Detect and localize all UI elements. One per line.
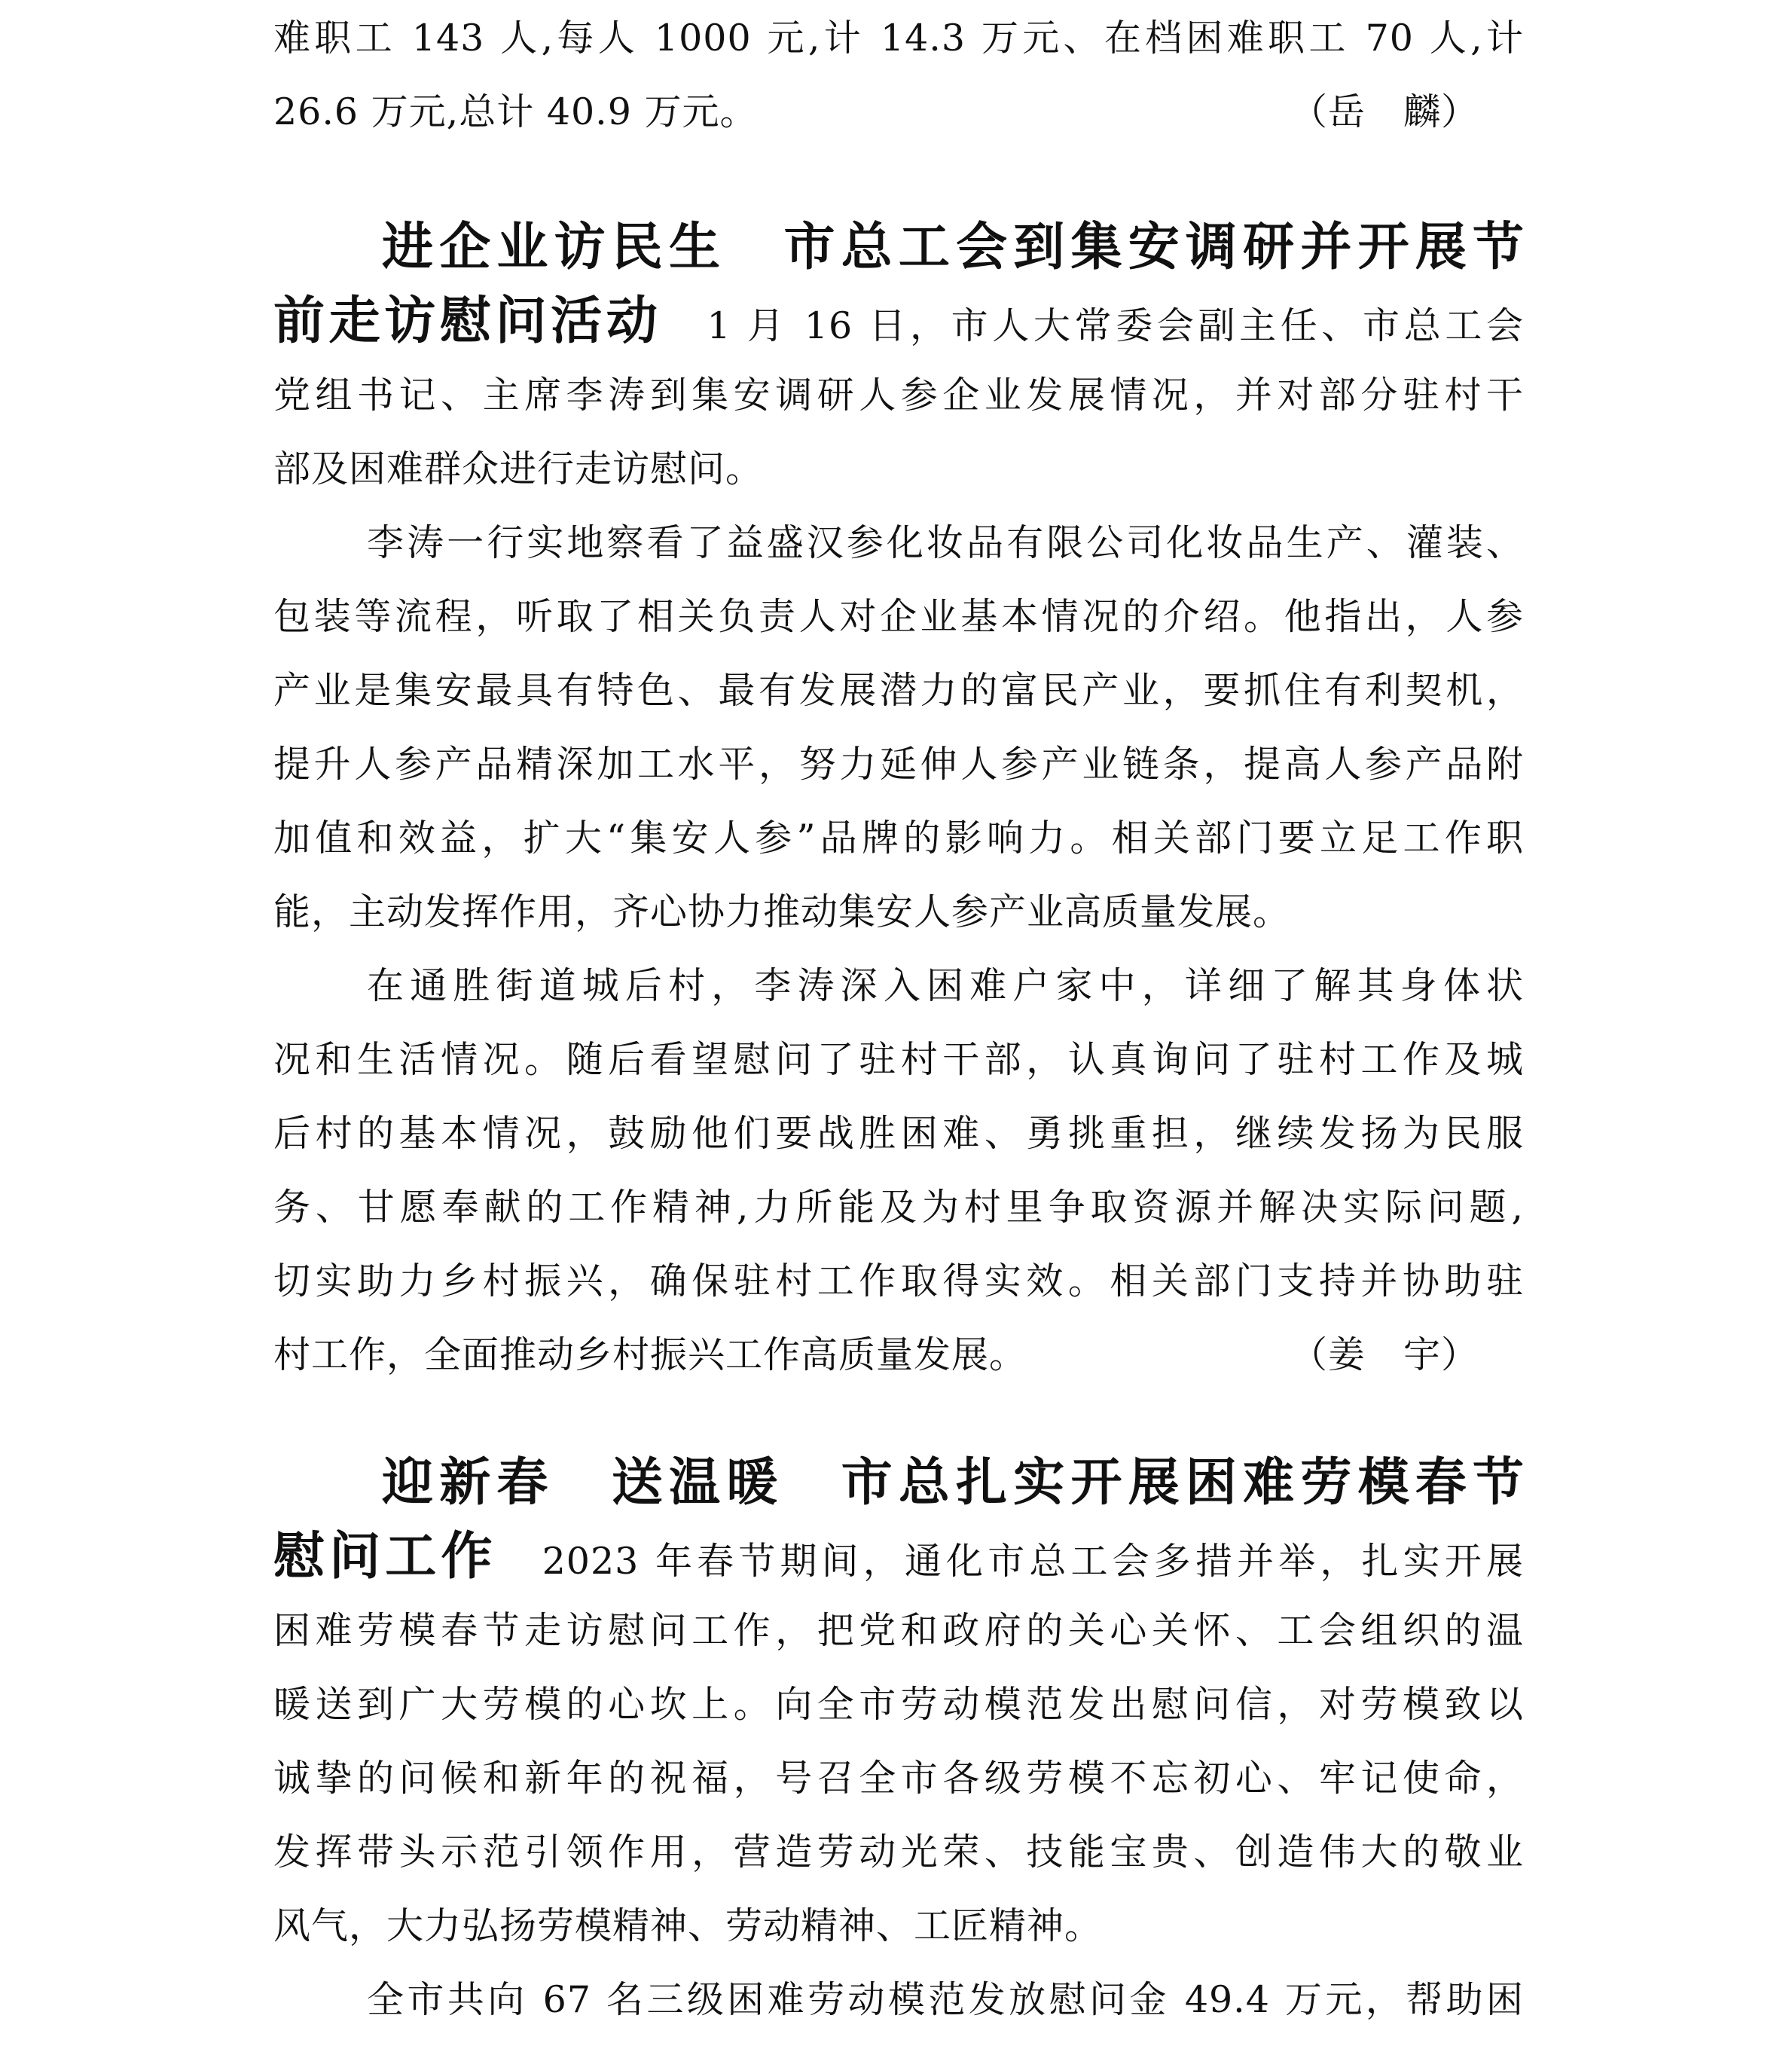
paragraph-line: 况和生活情况。随后看望慰问了驻村干部，认真询问了驻村工作及城 xyxy=(273,1038,1524,1081)
paragraph-line: 包装等流程，听取了相关负责人对企业基本情况的介绍。他指出，人参 xyxy=(273,595,1524,638)
paragraph-line: 后村的基本情况，鼓励他们要战胜困难、勇挑重担，继续发扬为民服 xyxy=(273,1112,1524,1155)
paragraph-line: 提升人参产品精深加工水平，努力延伸人参产业链条，提高人参产品附 xyxy=(273,743,1524,786)
paragraph-line: 能，主动发挥作用，齐心协力推动集安人参产业高质量发展。 xyxy=(273,890,1291,933)
section-spacer xyxy=(273,1392,1524,1446)
title-and-lead-line xyxy=(273,1520,1524,1594)
paragraph-text: 26.6 万元,总计 40.9 万元。 xyxy=(273,90,758,133)
title-and-lead-line xyxy=(273,285,1524,359)
paragraph-line xyxy=(273,1318,1524,1392)
paragraph-line: 全市共向 67 名三级困难劳动模范发放慰问金 49.4 万元，帮助困 xyxy=(367,1978,1524,2021)
paragraph-line: 产业是集安最具有特色、最有发展潜力的富民产业，要抓住有利契机， xyxy=(273,669,1524,712)
paragraph-line: 务、甘愿奉献的工作精神,力所能及为村里争取资源并解决实际问题, xyxy=(273,1186,1524,1229)
paragraph-text: 1 月 16 日，市人大常委会副主任、市总工会 xyxy=(707,304,1524,347)
paragraph-line: 部及困难群众进行走访慰问。 xyxy=(273,447,764,490)
paragraph-line: 困难劳模春节走访慰问工作，把党和政府的关心关怀、工会组织的温 xyxy=(273,1609,1524,1652)
paragraph-line: 在通胜街道城后村，李涛深入困难户家中，详细了解其身体状 xyxy=(367,964,1524,1007)
article-title-continued: 前走访慰问活动 xyxy=(273,292,662,351)
paragraph-line: 诚挚的问候和新年的祝福，号召全市各级劳模不忘初心、牢记使命， xyxy=(273,1757,1524,1800)
paragraph-text: 村工作，全面推动乡村振兴工作高质量发展。 xyxy=(273,1333,1027,1376)
author-credit: （岳 麟） xyxy=(1290,90,1479,133)
paragraph-line: 加值和效益，扩大“集安人参”品牌的影响力。相关部门要立足工作职 xyxy=(273,817,1524,860)
paragraph-line: 暖送到广大劳模的心坎上。向全市劳动模范发出慰问信，对劳模致以 xyxy=(273,1683,1524,1726)
paragraph-line: 切实助力乡村振兴，确保驻村工作取得实效。相关部门支持并协助驻 xyxy=(273,1260,1524,1302)
paragraph-line xyxy=(273,75,1524,149)
paragraph-line: 党组书记、主席李涛到集安调研人参企业发展情况，并对部分驻村干 xyxy=(273,374,1524,417)
paragraph-line: 风气，大力弘扬劳模精神、劳动精神、工匠精神。 xyxy=(273,1904,1103,1947)
document-page xyxy=(273,0,1524,2037)
paragraph-line: 难职工 143 人,每人 1000 元,计 14.3 万元、在档困难职工 70 人,计 xyxy=(273,17,1524,60)
paragraph-text: 2023 年春节期间，通化市总工会多措并举，扎实开展 xyxy=(542,1540,1524,1583)
paragraph-line: 李涛一行实地察看了益盛汉参化妆品有限公司化妆品生产、灌装、 xyxy=(367,521,1524,564)
article-title-continued: 慰问工作 xyxy=(273,1527,497,1586)
section-spacer xyxy=(273,149,1524,211)
paragraph-line: 发挥带头示范引领作用，营造劳动光荣、技能宝贵、创造伟大的敬业 xyxy=(273,1831,1524,1873)
author-credit: （姜 宇） xyxy=(1290,1333,1479,1376)
article-title: 进企业访民生 市总工会到集安调研并开展节 xyxy=(382,218,1524,277)
article-title: 迎新春 送温暖 市总扎实开展困难劳模春节 xyxy=(382,1453,1524,1513)
